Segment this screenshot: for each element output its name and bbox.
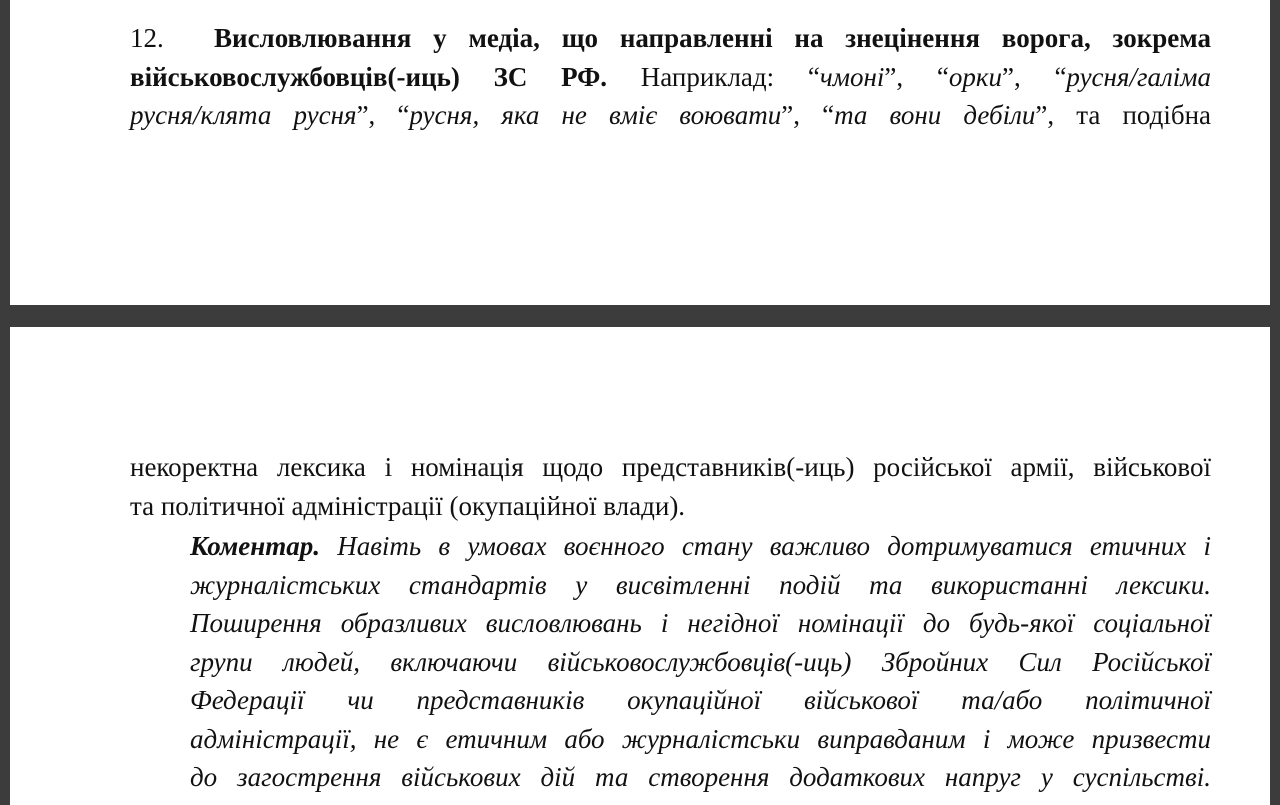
example-intro: Наприклад: (640, 61, 775, 92)
comment-text-4: групи людей, включаючи військовослужбовців(-иць) Збройних Сил Російської (190, 646, 1211, 677)
item-heading-line-1: Висловлювання у медіа, що направленні на знецінення ворога, зокрема (214, 23, 1211, 53)
quote-open: “ (936, 61, 949, 92)
quote-close: ” (356, 100, 369, 130)
item-number: 12. (130, 23, 164, 53)
comment-text-2: журналістських стандартів у висвітленні подій та використанні лексики. (190, 569, 1211, 600)
quote-close: ” (1035, 100, 1048, 130)
quote-close: ” (884, 61, 897, 92)
comment-label: Коментар. (190, 531, 320, 561)
comment-line-3 (190, 604, 1211, 643)
separator: , (896, 61, 904, 92)
comment-text-5: Федерації чи представників окупаційної військової та/або політичної (190, 685, 1211, 715)
item-12-line-1 (130, 19, 1211, 58)
example-5: та вони дебіли (834, 100, 1036, 130)
comment-line-1 (190, 527, 1211, 566)
item-12-line-2 (130, 58, 1211, 97)
comment-text-6: адміністрації, не є етичним або журналістськи виправданим і може призвести (190, 723, 1211, 754)
example-2: орки (948, 61, 1002, 92)
comment-line-5 (190, 681, 1211, 720)
comment-block (190, 527, 1211, 797)
item-12-continuation (130, 448, 1211, 525)
example-1: чмоні (819, 61, 885, 92)
document-page-2 (10, 327, 1270, 805)
quote-open: “ (1054, 61, 1067, 92)
comment-line-4 (190, 643, 1211, 682)
item-heading-line-2: військовослужбовців(-иць) ЗС РФ. (130, 61, 608, 92)
item-12-paragraph (130, 19, 1211, 135)
example-4: русня, яка не вміє воювати (409, 100, 782, 130)
separator: , (1013, 61, 1021, 92)
example-tail: та подібна (1076, 100, 1212, 130)
comment-line-2 (190, 566, 1211, 605)
separator: , (368, 100, 376, 130)
quote-open: “ (807, 61, 820, 92)
comment-text-3: Поширення образливих висловлювань і негідної номінації до будь-якої соціальної (190, 608, 1211, 638)
quote-close: ” (1001, 61, 1014, 92)
quote-open: “ (397, 100, 410, 130)
quote-open: “ (822, 100, 835, 130)
comment-text-1: Навіть в умовах воєнного стану важливо дотримуватися етичних і (337, 531, 1211, 561)
example-3a: русня/галіма (1066, 61, 1212, 92)
separator: , (1047, 100, 1055, 130)
continuation-line-2: та політичної адміністрації (окупаційної влади). (130, 490, 686, 521)
item-12-line-3 (130, 96, 1211, 135)
comment-line-7 (190, 758, 1211, 797)
comment-text-7: до загострення військових дій та створення додаткових напруг у суспільстві. (190, 762, 1211, 792)
example-3b: русня/клята русня (130, 100, 357, 130)
comment-line-6 (190, 720, 1211, 759)
quote-close: ” (781, 100, 794, 130)
continuation-line-1: некоректна лексика і номінація щодо представників(-иць) російської армії, військової (130, 452, 1211, 482)
document-page-1 (10, 0, 1270, 305)
separator: , (793, 100, 800, 130)
